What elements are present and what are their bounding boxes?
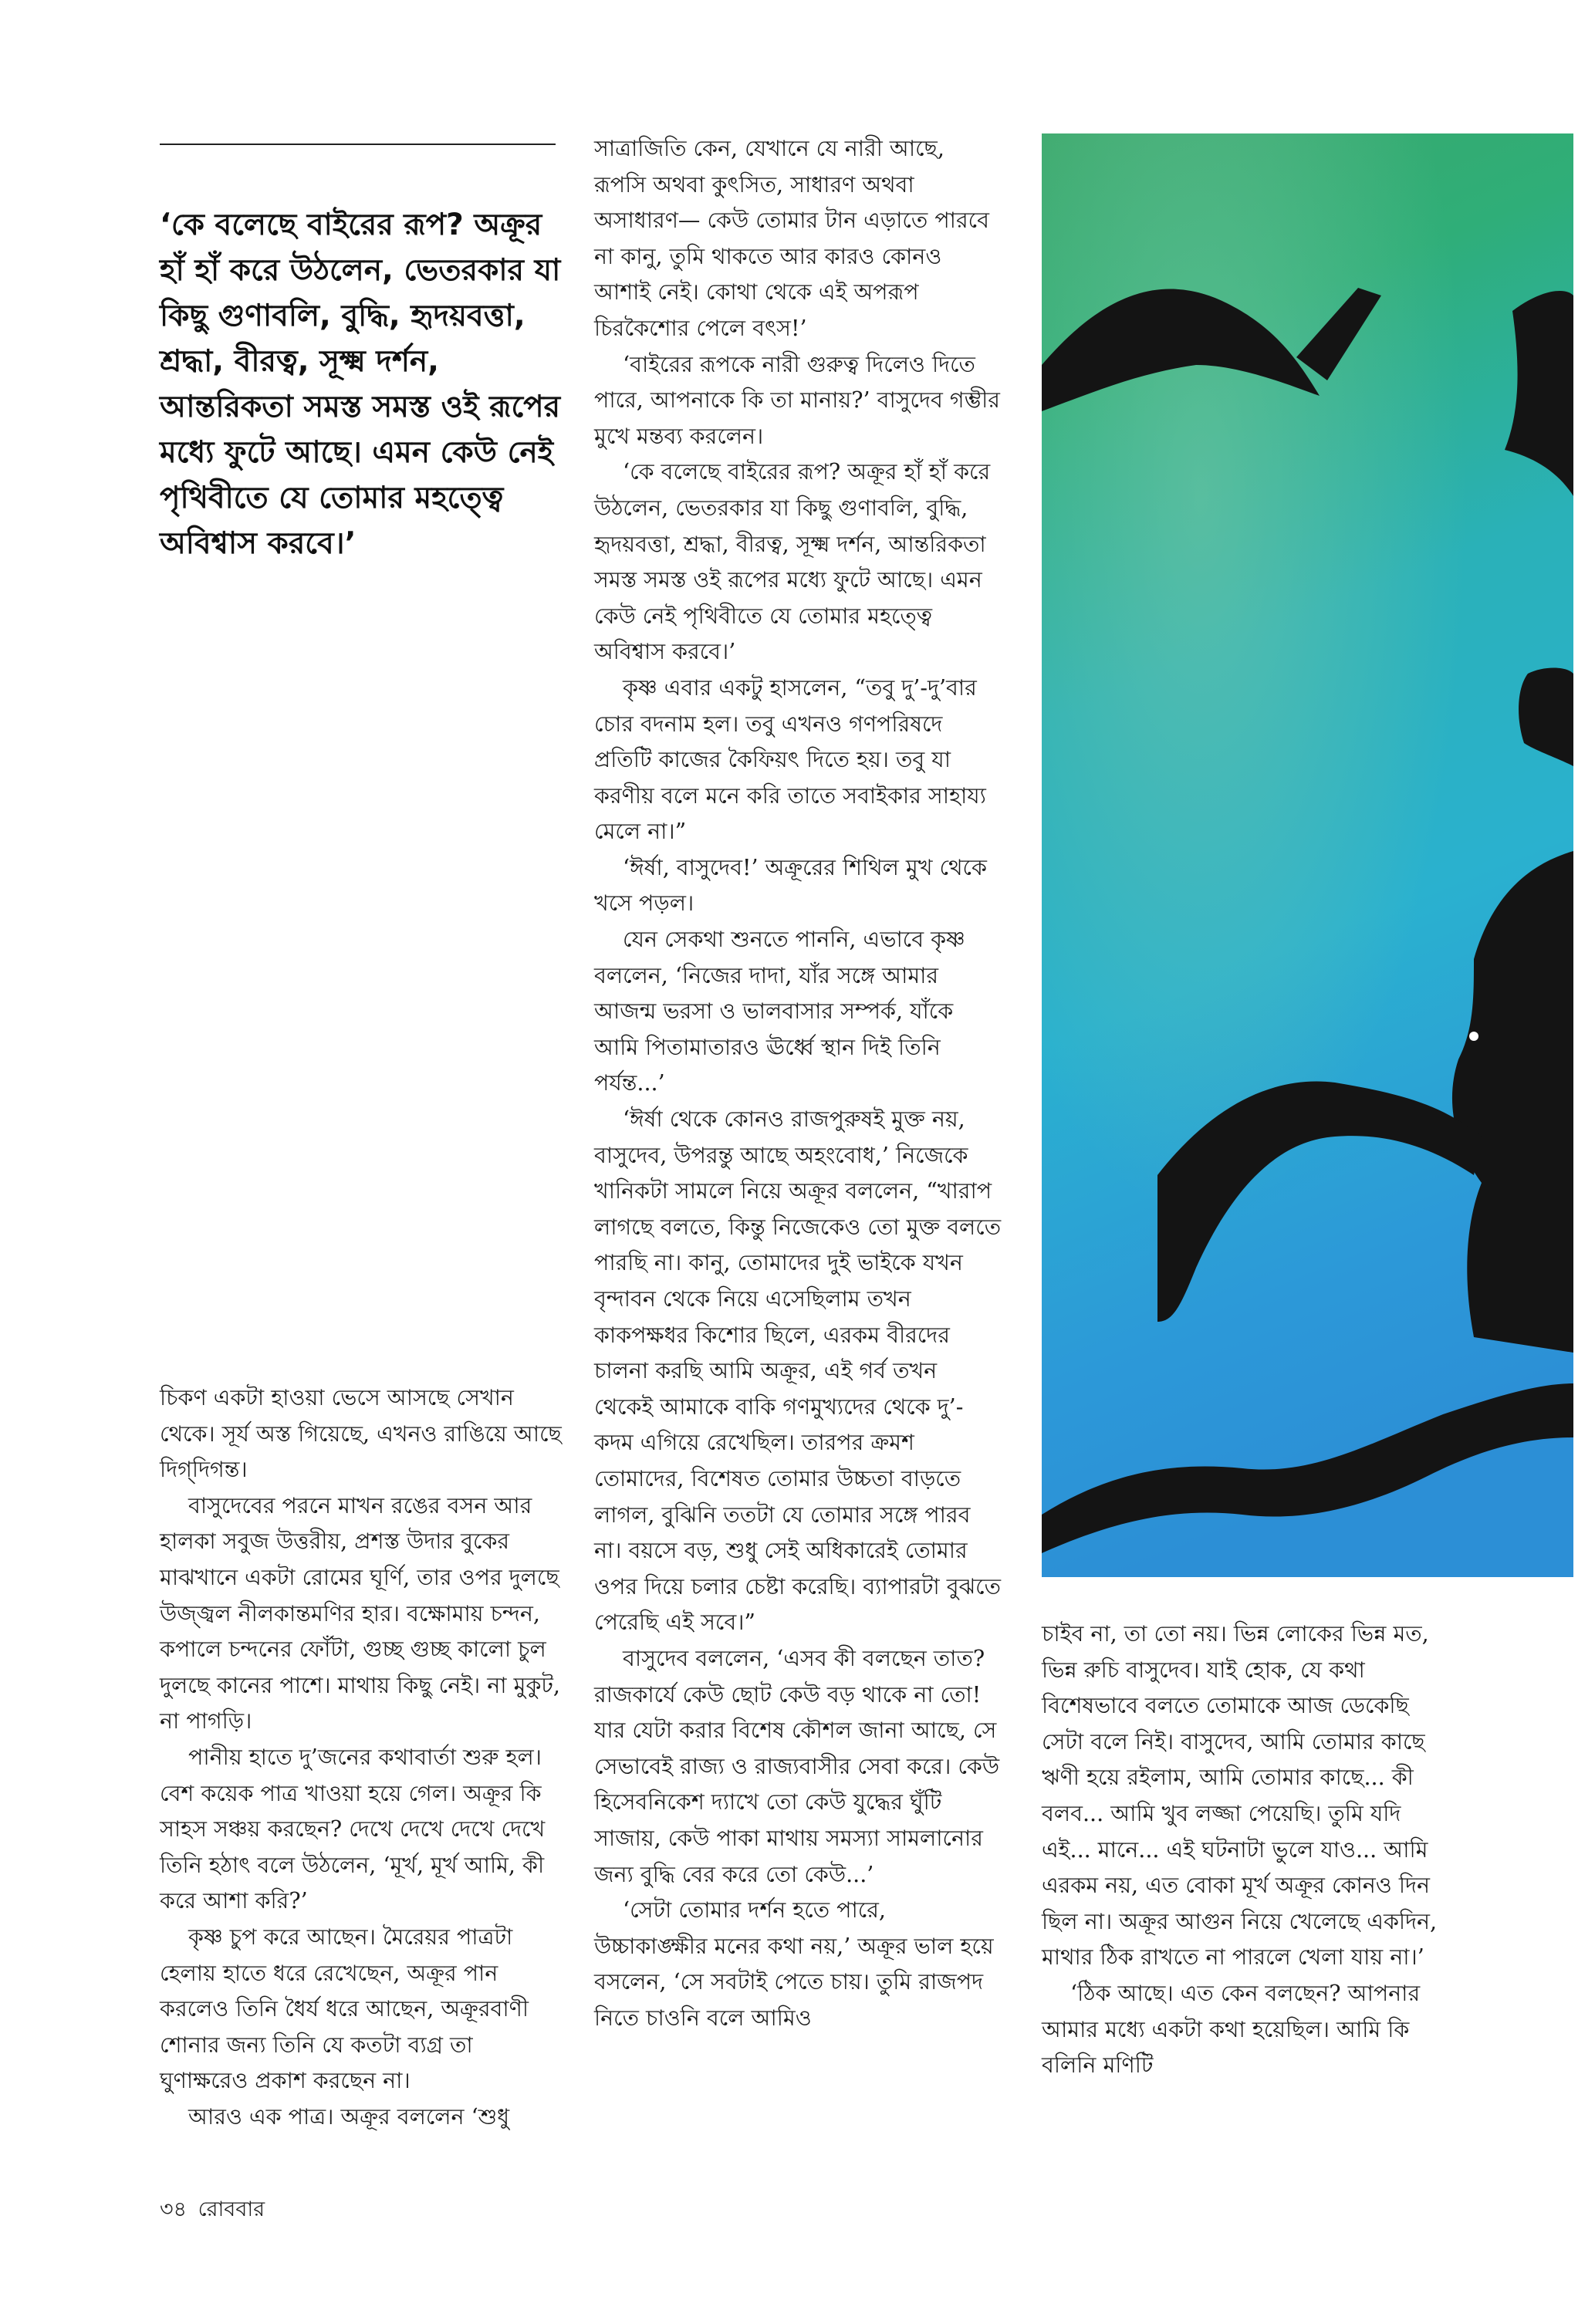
paragraph: আরও এক পাত্র। অক্রূর বললেন ‘শুধু <box>188 2103 510 2130</box>
illustration <box>1042 133 1573 1577</box>
top-rule <box>160 144 556 145</box>
paragraph: ‘বাইরের রূপকে নারী গুরুত্ব দিলেও দিতে পারে, আপনাকে কি তা মানায়?’ বাসুদেব গম্ভীর মুখে মন্তব্য করলেন। <box>594 351 1000 449</box>
pull-quote: ‘কে বলেছে বাইরের রূপ? অক্রূর হাঁ হাঁ করে উঠলেন, ভেতরকার যা কিছু গুণাবলি, বুদ্ধি, হৃদয়বত্তা, শ্রদ্ধা, বীরত্ব, সূক্ষ্ম দর্শন, আন্তরিকতা সমস্ত সমস্ত ওই রূপের মধ্যে ফুটে আছে। এমন কেউ নেই পৃথিবীতে যে তোমার মহত্ত্বে অবিশ্বাস করবে।’ <box>160 208 561 561</box>
paragraph: কৃষ্ণ এবার একটু হাসলেন, “তবু দু’-দু’বার চোর বদনাম হল। তবু এখনও গণপরিষদে প্রতিটি কাজের কৈফিয়ৎ দিতে হয়। তবু যা করণীয় বলে মনে করি তাতে সবাইকার সাহায্য মেলে না।” <box>594 674 986 845</box>
paragraph: সাত্রাজিতি কেন, যেখানে যে নারী আছে, রূপসি অথবা কুৎসিত, সাধারণ অথবা অসাধারণ— কেউ তোমার টান এড়াতে পারবে না কানু, তুমি থাকতে আর কারও কোনও আশাই নেই। কোথা থেকে এই অপরূপ চিরকৈশোর পেলে বৎস!’ <box>594 136 989 341</box>
paragraph: চাইব না, তা তো নয়। ভিন্ন লোকের ভিন্ন মত, ভিন্ন রুচি বাসুদেব। যাই হোক, যে কথা বিশেষভাবে বলতে তোমাকে আজ ডেকেছি সেটা বলে নিই। বাসুদেব, আমি তোমার কাছে ঋণী হয়ে রইলাম, আমি তোমার কাছে... কী বলব... আমি খুব লজ্জা পেয়েছি। তুমি যদি এই... মানে... এই ঘটনাটা ভুলে যাও... আমি এরকম নয়, এত বোকা মূর্খ অক্রূর কোনও দিন ছিল না। অক্রূর আগুন নিয়ে খেলেছে একদিন, মাথার ঠিক রাখতে না পারলে খেলা যায় না।’ <box>1042 1621 1438 1971</box>
paragraph: বাসুদেব বললেন, ‘এসব কী বলছেন তাত? রাজকার্যে কেউ ছোট কেউ বড় থাকে না তো! যার যেটা করার বিশেষ কৌশল জানা আছে, সে সেভাবেই রাজ্য ও রাজ্যবাসীর সেবা করে। কেউ হিসেবনিকেশ দ্যাখে তো কেউ যুদ্ধের ঘুঁটি সাজায়, কেউ পাকা মাথায় সমস্যা সামলানোর জন্য বুদ্ধি বের করে তো কেউ...’ <box>594 1645 1000 1887</box>
paragraph: চিকণ একটা হাওয়া ভেসে আসছে সেখান থেকে। সূর্য অস্ত গিয়েছে, এখনও রাঙিয়ে আছে দিগ্‌দিগন্ত। <box>160 1385 562 1483</box>
paragraph: ‘ঠিক আছে। এত কেন বলছেন? আপনার আমার মধ্যে একটা কথা হয়েছিল। আমি কি বলিনি মণিটি <box>1042 1980 1421 2079</box>
magazine-name: রোববার <box>198 2197 265 2221</box>
paragraph: বাসুদেবের পরনে মাখন রঙের বসন আর হালকা সবুজ উত্তরীয়, প্রশস্ত উদার বুকের মাঝখানে একটা রোমের ঘূর্ণি, তার ওপর দুলছে উজ্জ্বল নীলকান্তমণির হার। বক্ষোমায় চন্দন, কপালে চন্দনের ফোঁটা, গুচ্ছ গুচ্ছ কালো চুল দুলছে কানের পাশে। মাথায় কিছু নেই। না মুকুট, না পাগড়ি। <box>160 1492 560 1735</box>
paragraph: ‘সেটা তোমার দর্শন হতে পারে, উচ্চাকাঙ্ক্ষীর মনের কথা নয়,’ অক্রূর ভাল হয়ে বসলেন, ‘সে সবটাই পেতে চায়। তুমি রাজপদ নিতে চাওনি বলে আমিও <box>594 1897 994 2031</box>
paragraph: ‘কে বলেছে বাইরের রূপ? অক্রূর হাঁ হাঁ করে উঠলেন, ভেতরকার যা কিছু গুণাবলি, বুদ্ধি, হৃদয়বত্তা, শ্রদ্ধা, বীরত্ব, সূক্ষ্ম দর্শন, আন্তরিকতা সমস্ত সমস্ত ওই রূপের মধ্যে ফুটে আছে। এমন কেউ নেই পৃথিবীতে যে তোমার মহত্ত্বে অবিশ্বাস করবে।’ <box>594 459 991 665</box>
paragraph: যেন সেকথা শুনতে পাননি, এভাবে কৃষ্ণ বললেন, ‘নিজের দাদা, যাঁর সঙ্গে আমার আজন্ম ভরসা ও ভালবাসার সম্পর্ক, যাঁকে আমি পিতামাতারও ঊর্ধ্বে স্থান দিই তিনি পর্যন্ত...’ <box>594 927 965 1096</box>
paragraph: ‘ঈর্ষা থেকে কোনও রাজপুরুষই মুক্ত নয়, বাসুদেব, উপরন্তু আছে অহংবোধ,’ নিজেকে খানিকটা সামলে নিয়ে অক্রূর বললেন, “খারাপ লাগছে বলতে, কিন্তু নিজেকেও তো মুক্ত বলতে পারছি না। কানু, তোমাদের দুই ভাইকে যখন বৃন্দাবন থেকে নিয়ে এসেছিলাম তখন কাকপক্ষধর কিশোর ছিলে, এরকম বীরদের চালনা করছি আমি অক্রূর, এই গর্ব তখন থেকেই আমাকে বাকি গণমুখ্যদের থেকে দু’-কদম এগিয়ে রেখেছিল। তারপর ক্রমশ তোমাদের, বিশেষত তোমার উচ্চতা বাড়তে লাগল, বুঝিনি ততটা যে তোমার সঙ্গে পারব না। বয়সে বড়, শুধু সেই অধিকারেই তোমার ওপর দিয়ে চলার চেষ্টা করেছি। ব্যাপারটা বুঝতে পেরেছি এই সবে।” <box>594 1106 1002 1636</box>
paragraph: পানীয় হাতে দু’জনের কথাবার্তা শুরু হল। বেশ কয়েক পাত্র খাওয়া হয়ে গেল। অক্রূর কি সাহস সঞ্চয় করছেন? দেখে দেখে দেখে দেখে তিনি হঠাৎ বলে উঠলেন, ‘মূর্খ, মূর্খ আমি, কী করে আশা করি?’ <box>160 1744 546 1914</box>
text-column-2 <box>594 131 1002 2036</box>
text-column-1 <box>160 1380 565 2135</box>
paragraph: ‘ঈর্ষা, বাসুদেব!’ অক্রূরের শিথিল মুখ থেকে খসে পড়ল। <box>594 854 987 917</box>
page-number: ৩৪ <box>160 2197 188 2221</box>
page-footer <box>160 2194 269 2228</box>
paragraph: কৃষ্ণ চুপ করে আছেন। মৈরেয়র পাত্রটা হেলায় হাতে ধরে রেখেছেন, অক্রূর পান করলেও তিনি ধৈর্য ধরে আছেন, অক্রূরবাণী শোনার জন্য তিনি যে কতটা ব্যগ্র তা ঘুণাক্ষরেও প্রকাশ করছেন না। <box>160 1924 529 2094</box>
text-column-3 <box>1042 1616 1443 2084</box>
illustration-art <box>1042 133 1573 1577</box>
